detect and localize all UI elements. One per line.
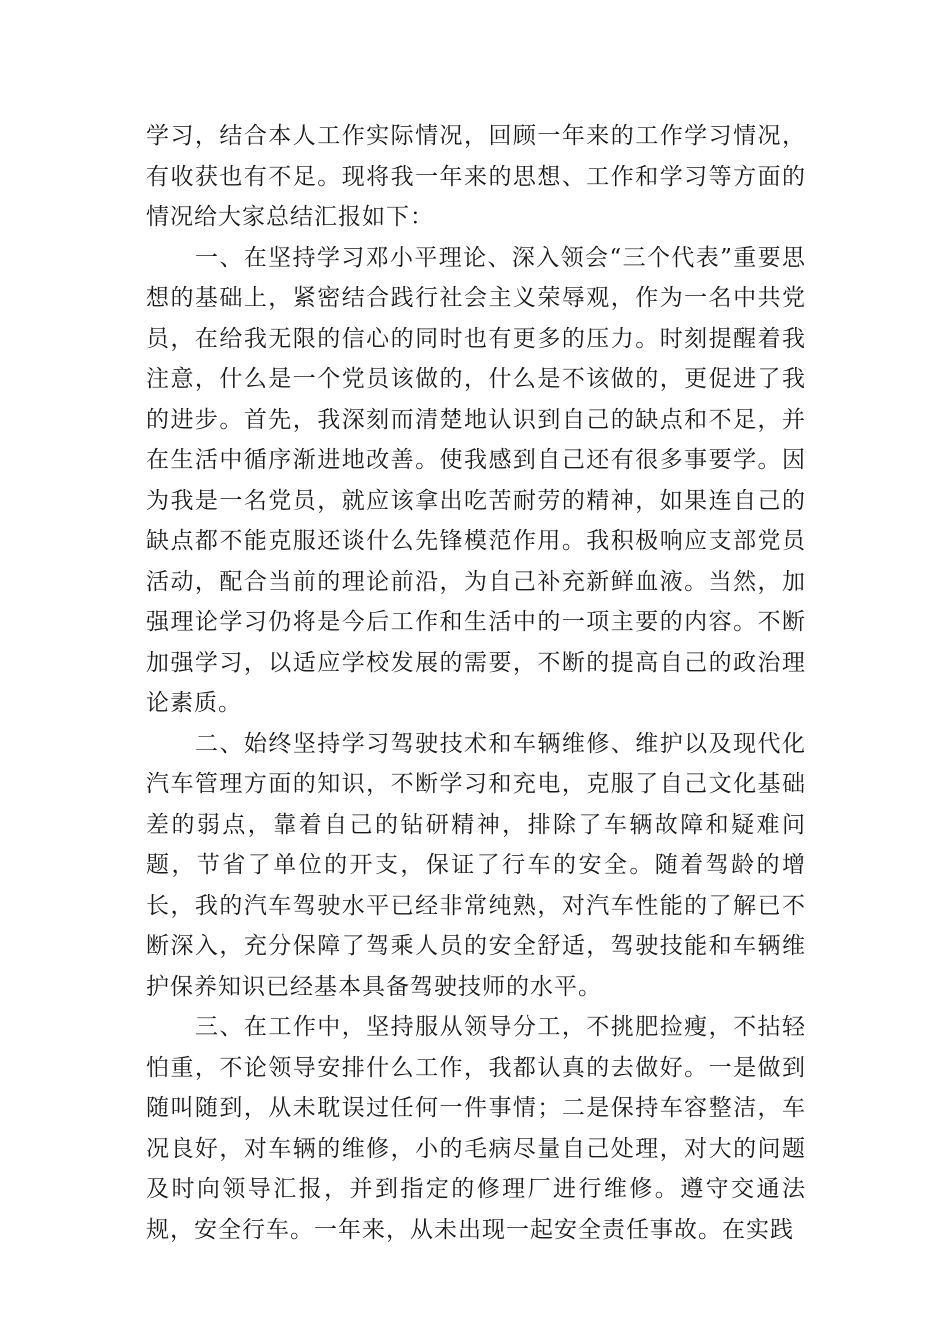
document-body: [146, 116, 806, 1250]
paragraph-section-2: 二、始终坚持学习驾驶技术和车辆维修、维护以及现代化汽车管理方面的知识，不断学习和充电，克服了自己文化基础差的弱点，靠着自己的钻研精神，排除了车辆故障和疑难问题，节省了单位的开支，保证了行车的安全。随着驾龄的增长，我的汽车驾驶水平已经非常纯熟，对汽车性能的了解已不断深入，充分保障了驾乘人员的安全舒适，驾驶技能和车辆维护保养知识已经基本具备驾驶技师的水平。: [146, 730, 806, 1000]
paragraph-section-1: 一、在坚持学习邓小平理论、深入领会“三个代表”重要思想的基础上，紧密结合践行社会主义荣辱观，作为一名中共党员，在给我无限的信心的同时也有更多的压力。时刻提醒着我注意，什么是一个党员该做的，什么是不该做的，更促进了我的进步。首先，我深刻而清楚地认识到自己的缺点和不足，并在生活中循序渐进地改善。使我感到自己还有很多事要学。因为我是一名党员，就应该拿出吃苦耐劳的精神，如果连自己的缺点都不能克服还谈什么先锋模范作用。我积极响应支部党员活动，配合当前的理论前沿，为自己补充新鲜血液。当然，加强理论学习仍将是今后工作和生活中的一项主要的内容。不断加强学习，以适应学校发展的需要，不断的提高自己的政治理论素质。: [146, 244, 806, 716]
paragraph-intro: 学习，结合本人工作实际情况，回顾一年来的工作学习情况，有收获也有不足。现将我一年来的思想、工作和学习等方面的情况给大家总结汇报如下：: [146, 123, 806, 230]
paragraph-section-3: 三、在工作中，坚持服从领导分工，不挑肥捡瘦，不拈轻怕重，不论领导安排什么工作，我都认真的去做好。一是做到随叫随到，从未耽误过任何一件事情；二是保持车容整洁，车况良好，对车辆的维修，小的毛病尽量自己处理，对大的问题及时向领导汇报，并到指定的修理厂进行维修。遵守交通法规，安全行车。一年来，从未出现一起安全责任事故。在实践: [146, 1014, 806, 1243]
